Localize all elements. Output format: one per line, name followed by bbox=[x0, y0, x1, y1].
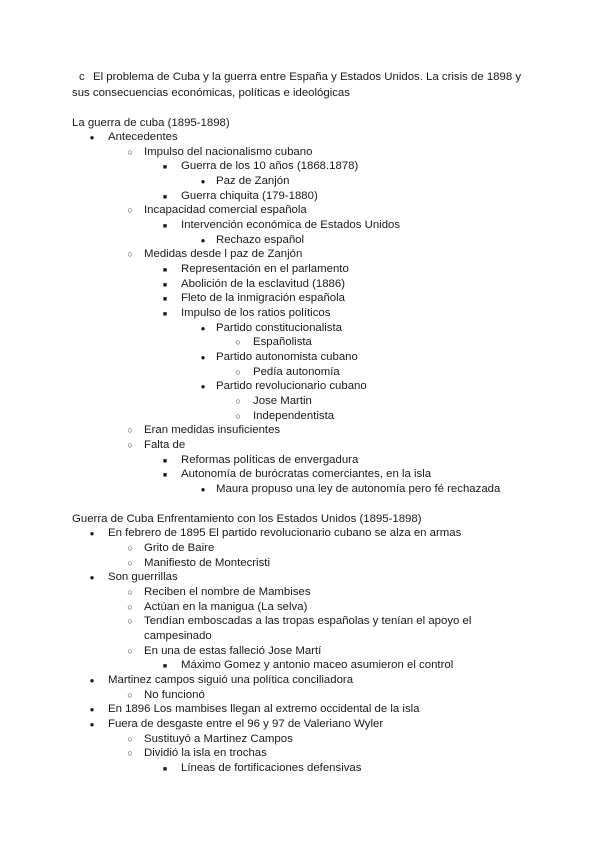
list-item-text: Representación en el parlamento bbox=[181, 263, 349, 275]
list-item-text: Son guerrillas bbox=[108, 571, 178, 583]
square-bullet-icon bbox=[159, 291, 171, 307]
list-item-text: No funcionó bbox=[144, 689, 205, 701]
title-line-2: sus consecuencias económicas, políticas e ideológicas bbox=[72, 87, 350, 99]
title-line-1: El problema de Cuba y la guerra entre España y Estados Unidos. La crisis de 1898 y bbox=[93, 71, 522, 83]
list-item-text: Líneas de fortificaciones defensivas bbox=[181, 762, 362, 774]
list-item-text: Antecedentes bbox=[108, 131, 178, 143]
list-item-text: Incapacidad comercial española bbox=[144, 204, 307, 216]
list-item-text: Guerra chiquita (179-1880) bbox=[181, 190, 318, 202]
list-item-text: Reformas políticas de envergadura bbox=[181, 454, 359, 466]
square-bullet-icon bbox=[159, 262, 171, 278]
list-item-text: Sustituyó a Martinez Campos bbox=[144, 733, 293, 745]
list-item-text: Intervención económica de Estados Unidos bbox=[181, 219, 401, 231]
list-item-text: Independentista bbox=[253, 410, 335, 422]
circle-bullet-icon bbox=[124, 541, 136, 556]
disc-bullet-icon bbox=[86, 130, 98, 145]
list-item-text: Impulso del nacionalismo cubano bbox=[144, 146, 313, 158]
circle-bullet-icon bbox=[124, 203, 136, 218]
circle-bullet-icon bbox=[124, 600, 136, 615]
disc-bullet-icon bbox=[86, 673, 98, 688]
list-item-text: Partido autonomista cubano bbox=[216, 351, 358, 363]
list-item-text: Tendían emboscadas a las tropas españolas y tenían el apoyo el bbox=[144, 615, 472, 627]
list-item-text: Eran medidas insuficientes bbox=[144, 424, 281, 436]
square-bullet-icon bbox=[159, 306, 171, 322]
list-item-text: Autonomía de burócratas comerciantes, en la isla bbox=[181, 468, 432, 480]
disc-bullet-icon bbox=[197, 321, 209, 336]
circle-bullet-icon bbox=[232, 409, 244, 424]
list-item-text: Grito de Baire bbox=[144, 542, 215, 554]
list-item-text: Dividió la isla en trochas bbox=[144, 747, 267, 759]
circle-bullet-icon bbox=[124, 732, 136, 747]
circle-bullet-icon bbox=[124, 614, 136, 629]
circle-bullet-icon bbox=[124, 423, 136, 438]
list-item-text: Partido revolucionario cubano bbox=[216, 380, 367, 392]
list-item-text: Martinez campos siguió una política conciliadora bbox=[108, 674, 354, 686]
circle-bullet-icon bbox=[232, 365, 244, 380]
list-item-text: Impulso de los ratios políticos bbox=[181, 307, 331, 319]
list-item-text: Jose Martin bbox=[253, 395, 312, 407]
square-bullet-icon bbox=[159, 761, 171, 777]
list-item-text: campesinado bbox=[144, 630, 212, 642]
list-item-text: Rechazo español bbox=[216, 234, 305, 246]
section-heading-text: La guerra de cuba (1895-1898) bbox=[72, 117, 230, 129]
circle-bullet-icon bbox=[124, 556, 136, 571]
list-item-text: Máximo Gomez y antonio maceo asumieron el control bbox=[181, 659, 454, 671]
circle-bullet-icon bbox=[124, 145, 136, 160]
list-item-text: En 1896 Los mambises llegan al extremo occidental de la isla bbox=[108, 703, 420, 715]
list-item-text: Españolista bbox=[253, 336, 312, 348]
list-item-text: Actúan en la manigua (La selva) bbox=[144, 601, 308, 613]
circle-bullet-icon bbox=[124, 746, 136, 761]
list-item-text: Fuera de desgaste entre el 96 y 97 de Valeriano Wyler bbox=[108, 718, 384, 730]
disc-bullet-icon bbox=[86, 526, 98, 541]
list-item-text: Guerra de los 10 años (1868.1878) bbox=[181, 160, 359, 172]
square-bullet-icon bbox=[159, 159, 171, 175]
square-bullet-icon bbox=[159, 218, 171, 234]
disc-bullet-icon bbox=[197, 482, 209, 497]
list-item-text: Manifiesto de Montecristi bbox=[144, 557, 270, 569]
disc-bullet-icon bbox=[86, 570, 98, 585]
circle-bullet-icon bbox=[124, 644, 136, 659]
title-marker: c bbox=[79, 71, 85, 83]
list-item-text: Reciben el nombre de Mambises bbox=[144, 586, 311, 598]
list-item-text: En una de estas falleció Jose Martí bbox=[144, 645, 322, 657]
list-item-text: Paz de Zanjón bbox=[216, 175, 290, 187]
disc-bullet-icon bbox=[86, 702, 98, 717]
list-item-text: Fleto de la inmigración española bbox=[181, 292, 345, 304]
list-item-text: Pedía autonomía bbox=[253, 366, 340, 378]
disc-bullet-icon bbox=[197, 174, 209, 189]
square-bullet-icon bbox=[159, 658, 171, 674]
list-item-text: Abolición de la esclavitud (1886) bbox=[181, 278, 345, 290]
section-heading-text: Guerra de Cuba Enfrentamiento con los Estados Unidos (1895-1898) bbox=[72, 513, 422, 525]
circle-bullet-icon bbox=[124, 585, 136, 600]
circle-bullet-icon bbox=[124, 688, 136, 703]
circle-bullet-icon bbox=[232, 394, 244, 409]
list-item-text: Falta de bbox=[144, 439, 186, 451]
disc-bullet-icon bbox=[197, 233, 209, 248]
disc-bullet-icon bbox=[86, 717, 98, 732]
square-bullet-icon bbox=[159, 467, 171, 483]
list-item-text: Maura propuso una ley de autonomía pero fé rechazada bbox=[216, 483, 501, 495]
circle-bullet-icon bbox=[232, 335, 244, 350]
disc-bullet-icon bbox=[197, 350, 209, 365]
list-item-text: En febrero de 1895 El partido revolucionario cubano se alza en armas bbox=[108, 527, 462, 539]
disc-bullet-icon bbox=[197, 379, 209, 394]
circle-bullet-icon bbox=[124, 247, 136, 262]
list-item-text: Medidas desde l paz de Zanjón bbox=[144, 248, 303, 260]
circle-bullet-icon bbox=[124, 438, 136, 453]
list-item-text: Partido constitucionalista bbox=[216, 322, 342, 334]
